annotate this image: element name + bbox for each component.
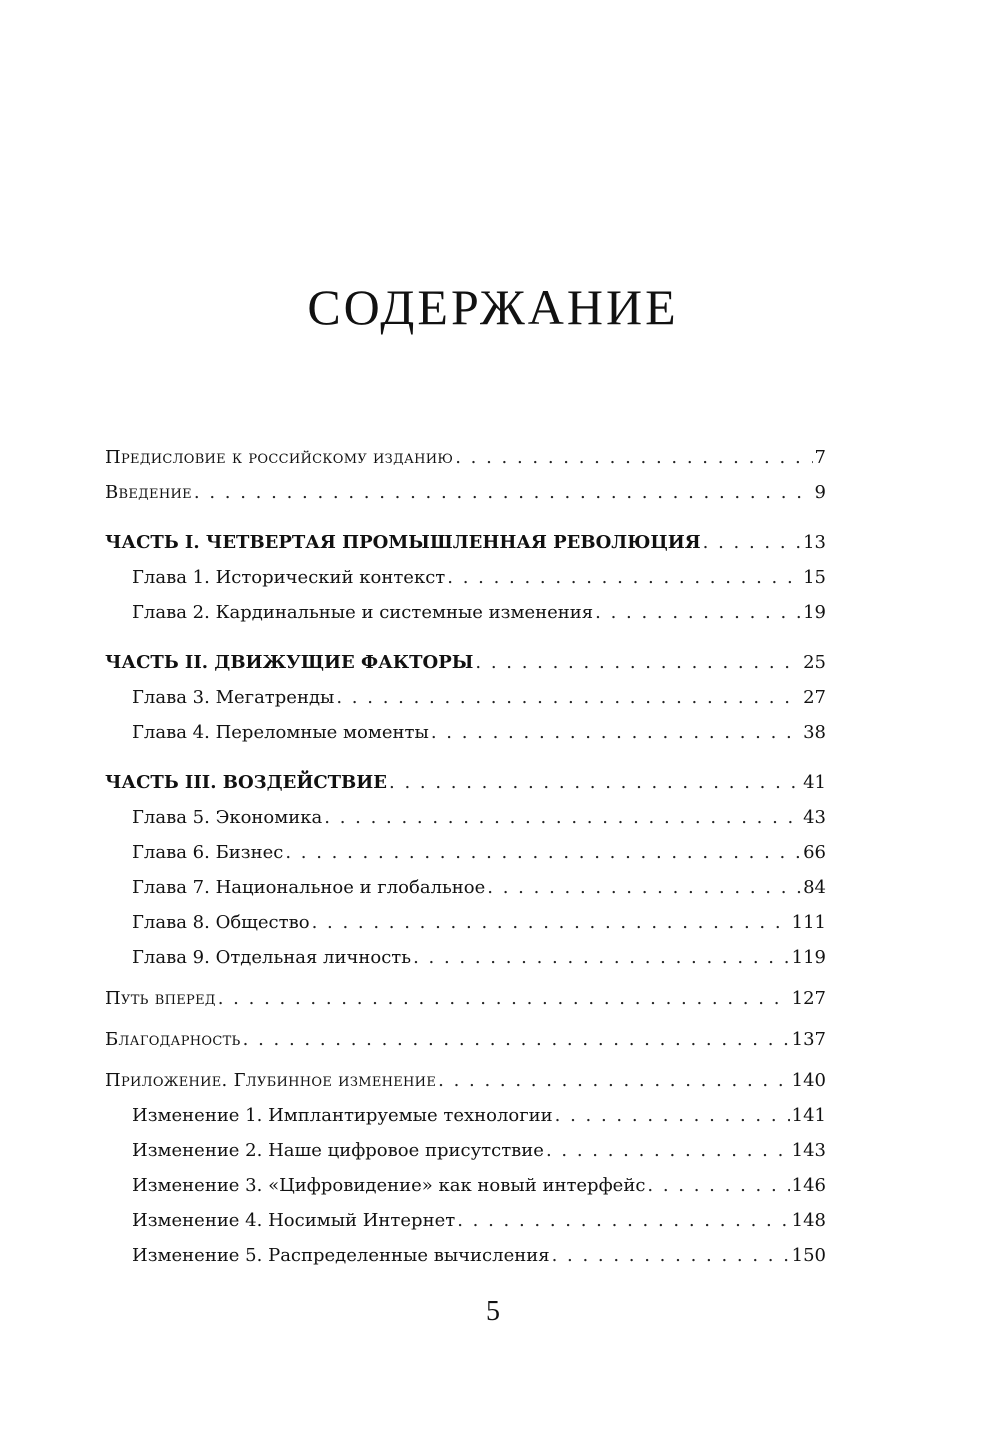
- toc-entry-page: 137: [791, 1029, 826, 1050]
- toc-entry-page: 148: [791, 1210, 826, 1231]
- toc-entry-label: Благодарность: [105, 1029, 241, 1050]
- dot-leader: [552, 1238, 790, 1273]
- toc-entry-page: 143: [791, 1140, 826, 1161]
- toc-chapter-1: [105, 560, 826, 595]
- toc-entry-label: Глава 1. Исторический контекст: [132, 567, 446, 588]
- toc-shift-1: [105, 1098, 826, 1133]
- toc-part-3: [105, 765, 826, 800]
- toc-entry-page: 9: [814, 482, 826, 503]
- dot-leader: [389, 765, 801, 800]
- toc-entry-page: 127: [791, 988, 826, 1009]
- toc-chapter-8: [105, 905, 826, 940]
- toc-entry-page: 140: [791, 1070, 826, 1091]
- toc-entry-label: Изменение 5. Распределенные вычисления: [132, 1245, 550, 1266]
- toc-entry-page: 25: [803, 652, 826, 673]
- dot-leader: [438, 1063, 790, 1098]
- toc-entry-way-forward: [105, 981, 826, 1016]
- toc-entry-label: ЧАСТЬ I. ЧЕТВЕРТАЯ ПРОМЫШЛЕННАЯ РЕВОЛЮЦИЯ: [105, 532, 701, 553]
- toc-entry-thanks: [105, 1022, 826, 1057]
- dot-leader: [595, 595, 801, 630]
- toc-entry-page: 146: [791, 1175, 826, 1196]
- toc-entry-label: Глава 2. Кардинальные и системные изменения: [132, 602, 594, 623]
- toc-shift-3: [105, 1168, 826, 1203]
- toc-entry-label: Глава 4. Переломные моменты: [132, 722, 429, 743]
- toc-entry-label: Предисловие к российскому изданию: [105, 447, 454, 468]
- toc-shift-5: [105, 1238, 826, 1273]
- toc-chapter-7: [105, 870, 826, 905]
- toc-entry-label: Изменение 1. Имплантируемые технологии: [132, 1105, 553, 1126]
- toc-chapter-3: [105, 680, 826, 715]
- toc-shift-2: [105, 1133, 826, 1168]
- toc-entry-label: Глава 5. Экономика: [132, 807, 323, 828]
- dot-leader: [487, 870, 801, 905]
- toc-entry-page: 13: [803, 532, 826, 553]
- toc-entry-page: 27: [803, 687, 826, 708]
- toc-entry-label: Изменение 4. Носимый Интернет: [132, 1210, 456, 1231]
- toc-entry-preface: [105, 440, 826, 475]
- toc-entry-page: 84: [803, 877, 826, 898]
- toc-entry-page: 141: [791, 1105, 826, 1126]
- toc-entry-page: 15: [803, 567, 826, 588]
- dot-leader: [285, 835, 801, 870]
- toc-entry-label: Изменение 3. «Цифровидение» как новый интерфейс: [132, 1175, 646, 1196]
- toc-entry-label: Путь вперед: [105, 988, 216, 1009]
- dot-leader: [457, 1203, 789, 1238]
- toc-entry-label: Глава 6. Бизнес: [132, 842, 284, 863]
- toc-entry-label: Изменение 2. Наше цифровое присутствие: [132, 1140, 544, 1161]
- toc-entry-label: ЧАСТЬ III. ВОЗДЕЙСТВИЕ: [105, 772, 387, 793]
- dot-leader: [555, 1098, 790, 1133]
- toc-entry-page: 38: [803, 722, 826, 743]
- toc-entry-label: Введение: [105, 482, 192, 503]
- toc-chapter-5: [105, 800, 826, 835]
- dot-leader: [546, 1133, 790, 1168]
- dot-leader: [647, 1168, 789, 1203]
- toc-part-2: [105, 645, 826, 680]
- toc-entry-label: Приложение. Глубинное изменение: [105, 1070, 437, 1091]
- toc-entry-page: 19: [803, 602, 826, 623]
- dot-leader: [431, 715, 801, 750]
- dot-leader: [447, 560, 801, 595]
- toc-entry-page: 119: [791, 947, 826, 968]
- table-of-contents: [105, 440, 826, 1273]
- toc-entry-page: 111: [791, 912, 826, 933]
- toc-chapter-9: [105, 940, 826, 975]
- toc-entry-intro: [105, 475, 826, 510]
- toc-chapter-4: [105, 715, 826, 750]
- toc-entry-label: Глава 8. Общество: [132, 912, 310, 933]
- toc-entry-label: Глава 3. Мегатренды: [132, 687, 335, 708]
- toc-entry-page: 150: [791, 1245, 826, 1266]
- toc-entry-label: ЧАСТЬ II. ДВИЖУЩИЕ ФАКТОРЫ: [105, 652, 474, 673]
- toc-entry-appendix: [105, 1063, 826, 1098]
- toc-entry-label: Глава 7. Национальное и глобальное: [132, 877, 486, 898]
- dot-leader: [413, 940, 790, 975]
- toc-entry-page: 66: [803, 842, 826, 863]
- dot-leader: [324, 800, 801, 835]
- dot-leader: [243, 1022, 790, 1057]
- page-title: СОДЕРЖАНИЕ: [307, 279, 679, 335]
- toc-chapter-2: [105, 595, 826, 630]
- dot-leader: [475, 645, 801, 680]
- toc-entry-page: 7: [814, 447, 826, 468]
- dot-leader: [312, 905, 790, 940]
- toc-entry-label: Глава 9. Отдельная личность: [132, 947, 412, 968]
- dot-leader: [194, 475, 813, 510]
- toc-chapter-6: [105, 835, 826, 870]
- dot-leader: [703, 525, 801, 560]
- dot-leader: [455, 440, 812, 475]
- toc-entry-page: 43: [803, 807, 826, 828]
- dot-leader: [218, 981, 790, 1016]
- toc-shift-4: [105, 1203, 826, 1238]
- dot-leader: [336, 680, 801, 715]
- toc-entry-page: 41: [803, 772, 826, 793]
- page-number: 5: [486, 1296, 500, 1327]
- toc-part-1: [105, 525, 826, 560]
